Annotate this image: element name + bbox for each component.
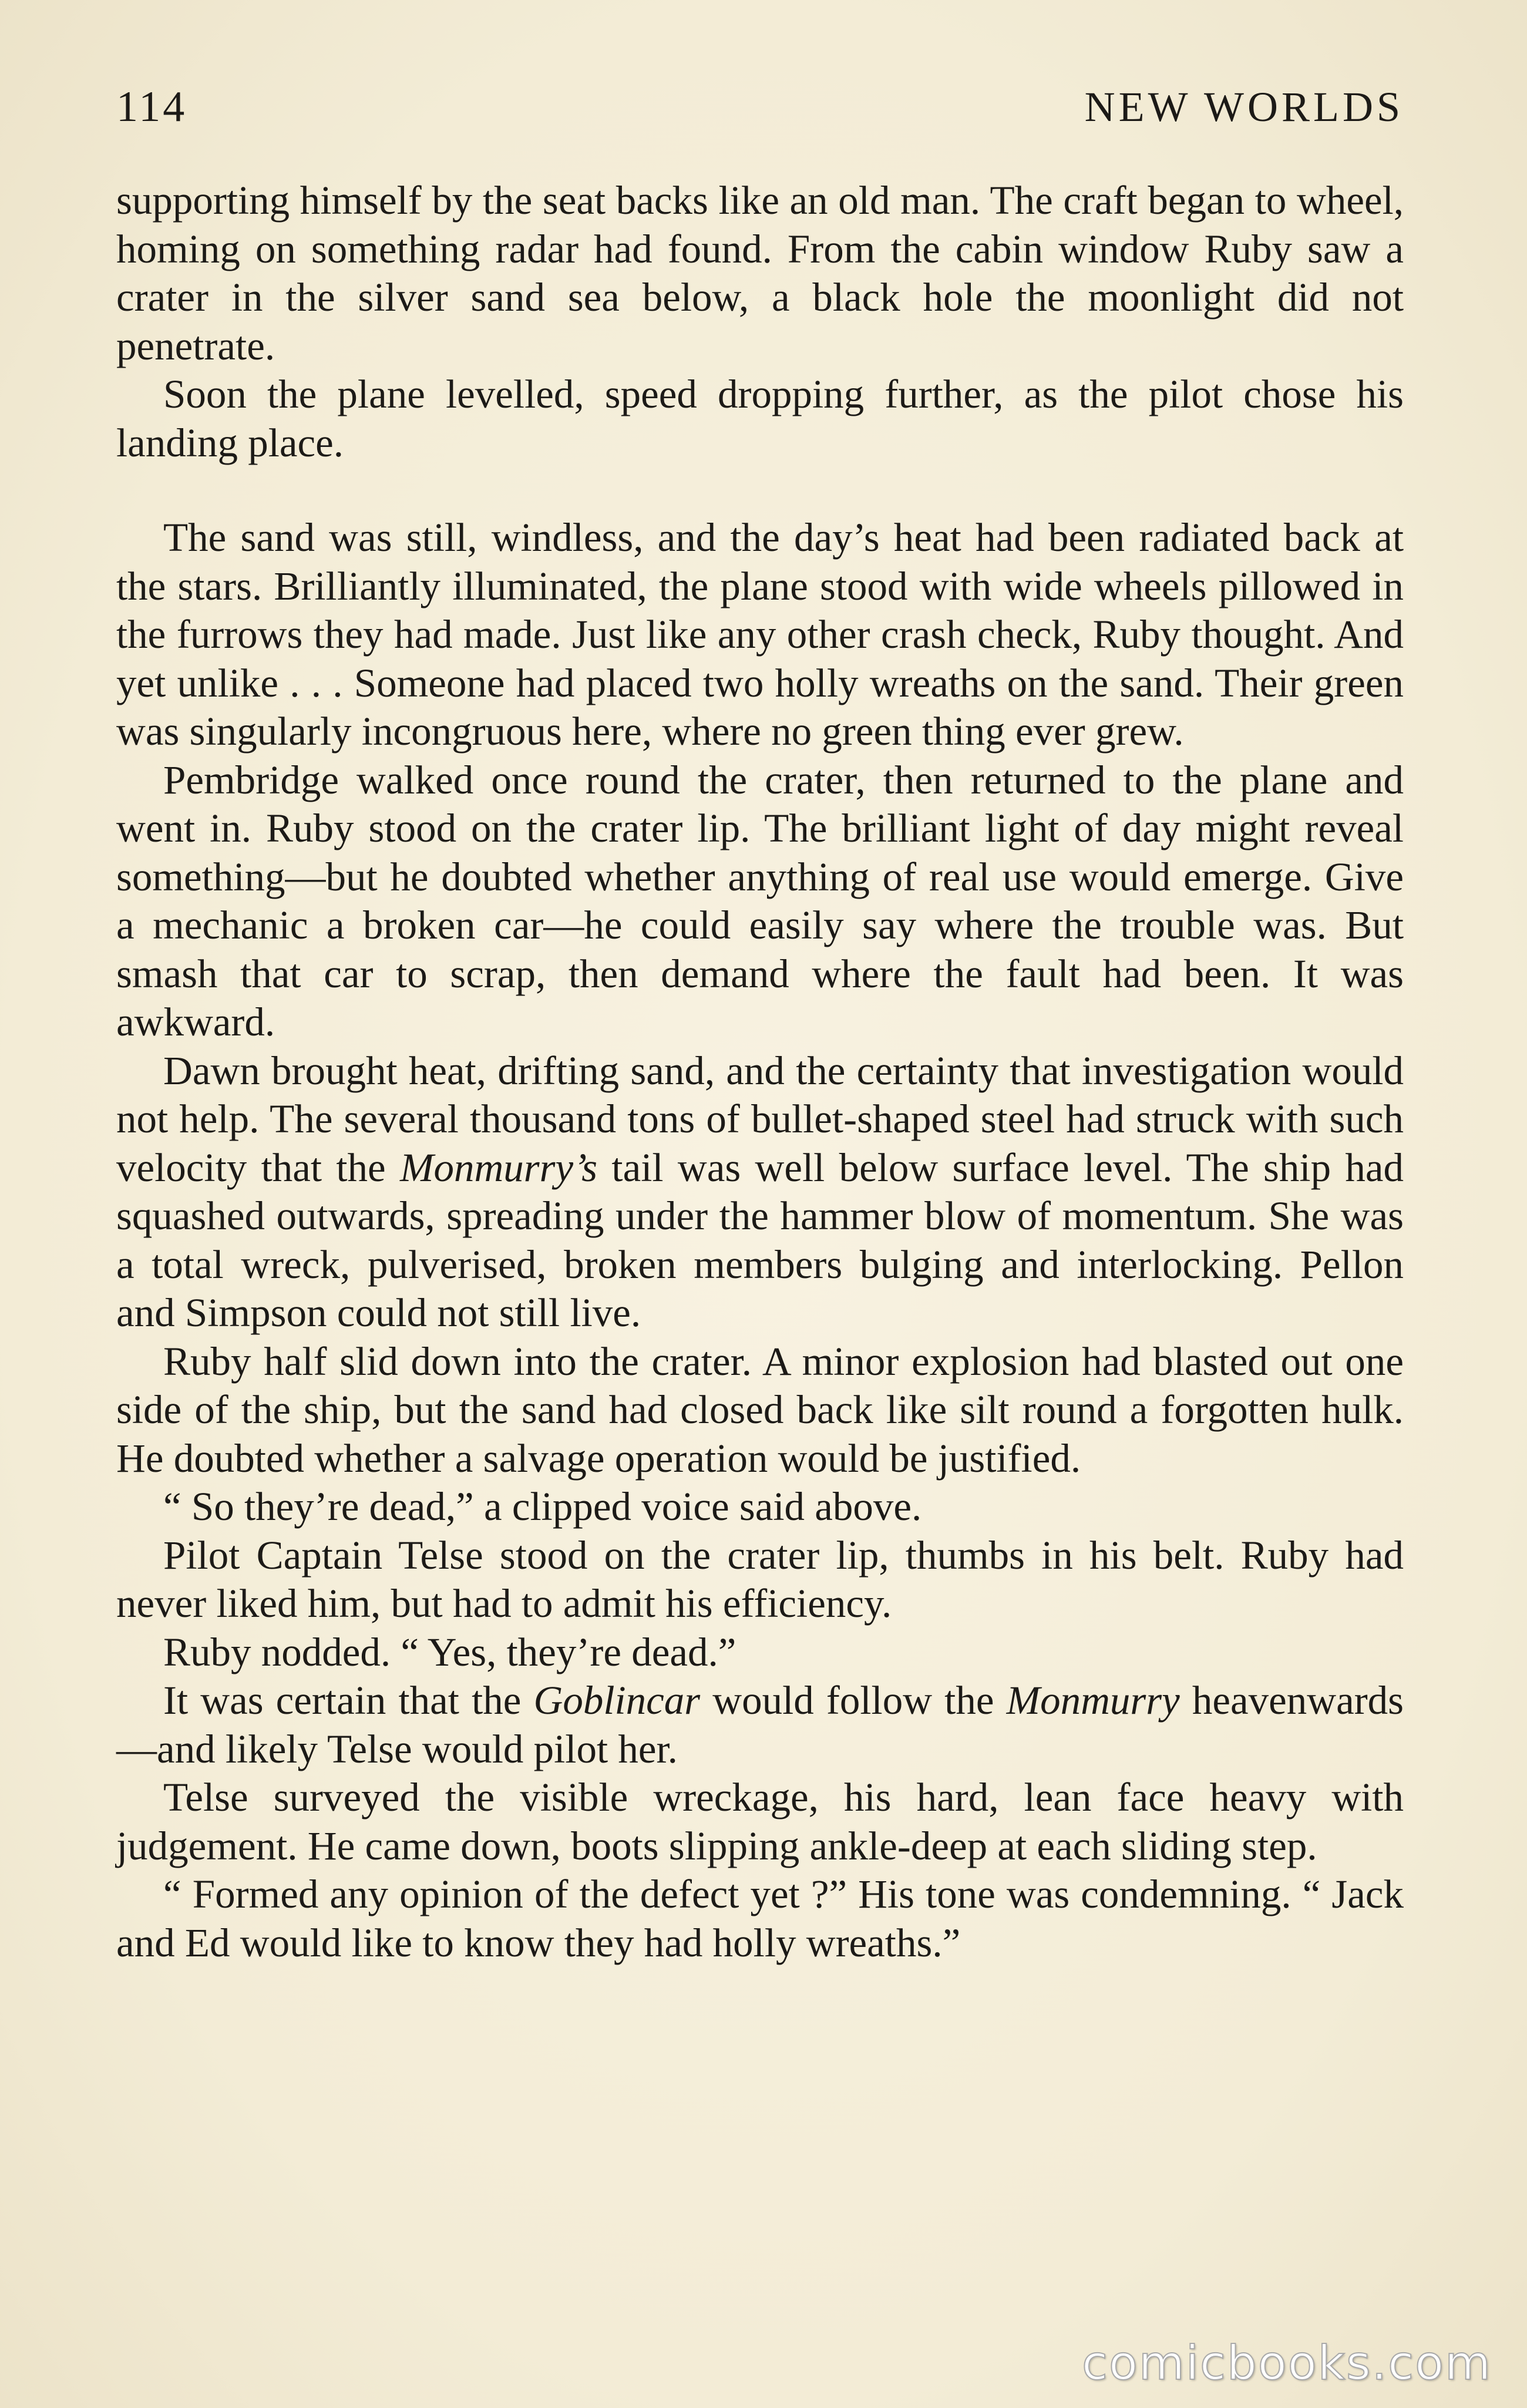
text-run: tail was well below surface level. The ship had squashed outwards, spreading under the hammer blow of momentum. She was a total wreck, pulverised, broken members bulging and interlocking. Pellon and Simpson could not still live. xyxy=(116,1145,1404,1335)
paragraph: “ So they’re dead,” a clipped voice said above. xyxy=(163,1484,922,1529)
text-run: heavenwards—and likely Telse would pilot her. xyxy=(116,1678,1404,1771)
text-run: Dawn brought heat, drifting sand, and the certainty that investigation would not help. The several thousand tons of bullet-shaped steel had struck with such velocity that the xyxy=(116,1048,1404,1190)
paragraph xyxy=(116,1676,1404,1773)
watermark: comicbooks.com xyxy=(1081,2336,1492,2390)
paragraph: Pembridge walked once round the crater, then returned to the plane and went in. Ruby stood on the crater lip. The brilliant light of day might reveal something—but he doubted whether anything of real use would emerge. Give a mechanic a broken car—he could easily say where the trouble was. But smash that car to scrap, then demand where the fault had been. It was awkward. xyxy=(116,757,1404,1044)
running-head: NEW WORLDS xyxy=(1084,83,1404,130)
text-run: would follow the xyxy=(712,1678,994,1723)
paragraph xyxy=(116,1047,1404,1337)
paragraph: Soon the plane levelled, speed dropping further, as the pilot chose his landing place. xyxy=(116,372,1404,465)
paragraph: Ruby half slid down into the crater. A minor explosion had blasted out one side of the ship, but the sand had closed back like silt round a forgotten hulk. He doubted whether a salvage operation would be justified. xyxy=(116,1338,1404,1481)
paragraph: Telse surveyed the visible wreckage, his hard, lean face heavy with judgement. He came down, boots slipping ankle-deep at each sliding step. xyxy=(116,1775,1404,1868)
page-number: 114 xyxy=(116,83,187,131)
ship-name: Goblincar xyxy=(533,1678,701,1723)
paragraph: The sand was still, windless, and the day’s heat had been radiated back at the stars. Brilliantly illuminated, the plane stood with wide wheels pillowed in the furrows they had made. Just like any other crash check, Ruby thought. And yet unlike . . . Someone had placed two holly wreaths on the sand. Their green was singularly incongruous here, where no green thing ever grew. xyxy=(116,515,1404,754)
page-header xyxy=(116,82,1404,141)
paragraph: “ Formed any opinion of the defect yet ?” His tone was condemning. “ Jack and Ed would like to know they had holly wreaths.” xyxy=(116,1872,1404,1965)
ship-name: Monmurry’s xyxy=(400,1145,598,1190)
paragraph: Pilot Captain Telse stood on the crater lip, thumbs in his belt. Ruby had never liked him, but had to admit his efficiency. xyxy=(116,1532,1404,1626)
paragraph: supporting himself by the seat backs like an old man. The craft began to wheel, homing on something radar had found. From the cabin window Ruby saw a crater in the silver sand sea below, a black hole the moonlight did not penetrate. xyxy=(116,178,1404,368)
ship-name: Monmurry xyxy=(1006,1678,1180,1723)
text-run: It was certain that the xyxy=(163,1678,522,1723)
body-text xyxy=(116,176,1404,1967)
paragraph: Ruby nodded. “ Yes, they’re dead.” xyxy=(163,1629,736,1674)
